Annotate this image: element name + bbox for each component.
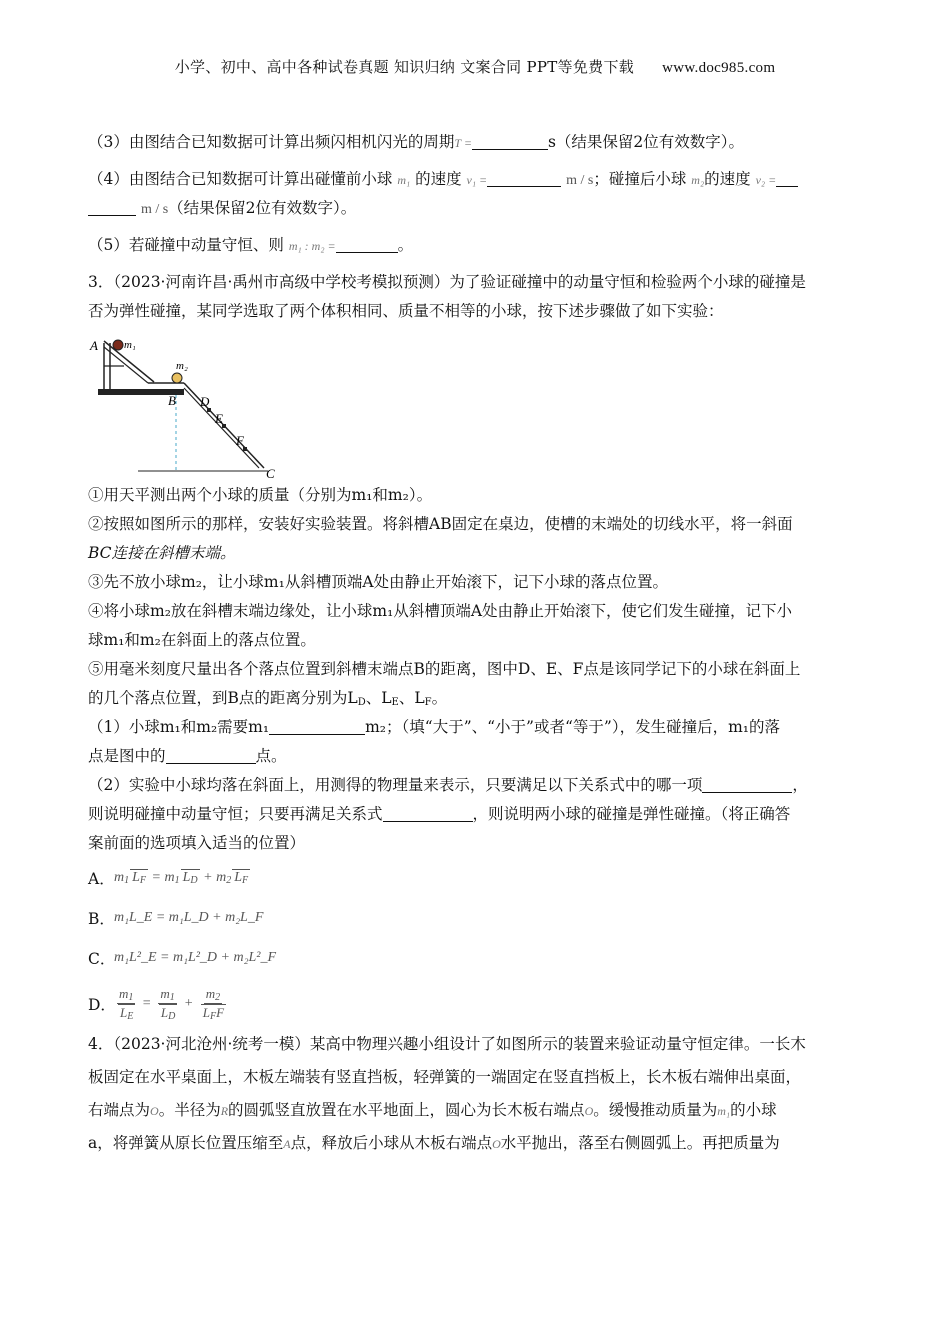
label-m2: m₂ xyxy=(176,360,188,372)
option-D-formula: $\frac{m_1}{L_E}$ = $\frac{m_1}{L_D}$ + $\frac{m_2}{L_FF}$ xyxy=(119,986,225,1022)
var-v1: v₁ = xyxy=(466,173,488,187)
var-m1: m₁ xyxy=(717,1104,731,1118)
answer-blank xyxy=(269,716,365,735)
q3-part2-line1 xyxy=(88,771,863,800)
label-F: F xyxy=(236,433,244,448)
var-v2: v₂ = xyxy=(755,173,777,187)
label-A: A xyxy=(90,338,98,353)
header-site: www.doc985.com xyxy=(662,60,776,76)
ball-m1 xyxy=(113,340,123,350)
page-header xyxy=(0,56,950,77)
q3-part2-text-c: 则说明碰撞中动量守恒；只要再满足关系式 xyxy=(88,805,383,823)
var-O: O xyxy=(584,1104,594,1118)
q3-stem-line2: 否为弹性碰撞，某同学选取了两个体积相同、质量不相等的小球，按下述步骤做了如下实验： xyxy=(88,302,724,320)
q2-part4-tail: （结果保留2位有效数字）。 xyxy=(168,199,357,217)
option-A-label: A． xyxy=(88,870,115,888)
q2-part4 xyxy=(88,165,863,194)
header-text: 小学、初中、高中各种试卷真题 知识归纳 文案合同 PPT等免费下载 xyxy=(174,58,635,76)
end: 。 xyxy=(431,689,448,707)
label-D: D xyxy=(200,394,210,409)
option-C-formula: m₁L²_E = m₁L²_D + m₂L²_F xyxy=(114,950,276,965)
q2-part5-tail: 。 xyxy=(397,236,414,254)
sep: 、L xyxy=(365,689,392,707)
q4-line3-text-e: 的小球 xyxy=(730,1101,777,1119)
var-R: R xyxy=(220,1104,229,1118)
q2-part4-text-b: 的速度 xyxy=(415,170,462,188)
incline-diagram xyxy=(88,326,288,481)
option-C xyxy=(88,938,863,978)
var-T: T = xyxy=(454,136,472,150)
option-B-label: B． xyxy=(88,910,115,928)
answer-blank xyxy=(88,197,136,216)
option-B xyxy=(88,898,863,938)
var-m1: m₁ xyxy=(397,173,411,187)
q4-line1: 4．（2023·河北沧州·统考一模）某高中物理兴趣小组设计了如图所示的装置来验证动量守恒定律。一长木 xyxy=(88,1035,806,1053)
q3-step4-line2: 球m₁和m₂在斜面上的落点位置。 xyxy=(88,631,316,649)
q2-part4-text-d: 的速度 xyxy=(704,170,751,188)
label-m1: m₁ xyxy=(124,339,136,351)
q4-line3-text: 右端点为 xyxy=(88,1101,151,1119)
q4-line2: 板固定在水平桌面上，木板左端装有竖直挡板，轻弹簧的一端固定在竖直挡板上，长木板右端伸出桌面， xyxy=(88,1068,802,1086)
label-E: E xyxy=(215,411,223,426)
answer-blank xyxy=(336,234,398,253)
q2-part3-text: （3）由图结合已知数据可计算出频闪相机闪光的周期 xyxy=(88,133,455,151)
option-D-label: D． xyxy=(88,996,116,1014)
var-m2: m₂ xyxy=(691,173,705,187)
q2-part5 xyxy=(88,231,863,260)
var-ratio: m₁ : m₂ = xyxy=(288,239,336,253)
q3-figure xyxy=(88,326,863,481)
q3-step5-line1: ⑤用毫米刻度尺量出各个落点位置到斜槽末端点B的距离，图中D、E、F点是该同学记下的小球在斜面上 xyxy=(88,660,801,678)
sub-D: D xyxy=(357,697,366,708)
answer-blank xyxy=(776,168,798,187)
q2-part3 xyxy=(88,128,863,157)
answer-blank xyxy=(383,803,473,822)
q3-part2-line2 xyxy=(88,800,863,829)
option-D xyxy=(88,978,863,1030)
document-body xyxy=(88,128,863,1158)
q3-part2-text-d: ，则说明两小球的碰撞是弹性碰撞。（将正确答 xyxy=(472,805,791,823)
q2-part4-cont xyxy=(88,194,863,223)
q3-part1-line2 xyxy=(88,742,863,771)
unit-ms: m / s xyxy=(140,202,169,217)
q2-part5-text: （5）若碰撞中动量守恒、则 xyxy=(88,236,284,254)
answer-blank xyxy=(702,774,792,793)
q3-part1-line1 xyxy=(88,713,863,742)
q3-part2-line3: 案前面的选项填入适当的位置） xyxy=(88,834,306,852)
answer-blank xyxy=(487,168,561,187)
q4-line3-text-b: 。半径为 xyxy=(158,1101,221,1119)
q4-line3-text-c: 的圆弧竖直放置在水平地面上，圆心为长木板右端点 xyxy=(228,1101,585,1119)
q2-part3-tail: s（结果保留2位有效数字）。 xyxy=(547,133,745,151)
ball-m2 xyxy=(172,373,182,383)
q3-step5-line2 xyxy=(88,684,863,713)
q3-step5-line2-text: 的几个落点位置，到B点的距离分别为L xyxy=(88,689,358,707)
q4-line4-text-c: 水平抛出，落至右侧圆弧上。再把质量为 xyxy=(500,1134,780,1152)
q3-part1-text-b: m₂；（填“大于”、“小于”或者“等于”），发生碰撞后，m₁的落 xyxy=(365,718,780,736)
option-A-formula: $m_1$ $L_F = m_1$ $L_D + m_2$ $L_F$ xyxy=(114,870,249,886)
q3-step4-line1: ④将小球m₂放在斜槽末端边缘处，让小球m₁从斜槽顶端A处由静止开始滚下，使它们发生碰撞，记下小 xyxy=(88,602,793,620)
q2-part4-text: （4）由图结合已知数据可计算出碰懂前小球 xyxy=(88,170,393,188)
var-O: O xyxy=(150,1104,159,1118)
q3-step1: ①用天平测出两个小球的质量（分别为m₁和m₂）。 xyxy=(88,486,433,504)
q4-line4-text: a，将弹簧从原长位置压缩至 xyxy=(88,1134,284,1152)
q3-part2-text-b: ， xyxy=(792,776,808,794)
q3-step2-line2 xyxy=(88,539,863,568)
var-A: A xyxy=(283,1137,291,1151)
label-C: C xyxy=(266,466,275,481)
var-O: O xyxy=(492,1137,501,1151)
q3-stem-line1: 3．（2023·河南许昌·禹州市高级中学校考模拟预测）为了验证碰撞中的动量守恒和检验两个小球的碰撞是 xyxy=(88,273,806,291)
q4-line4 xyxy=(88,1129,863,1158)
sub-E: E xyxy=(391,697,399,708)
q3-step2-line1: ②按照如图所示的那样，安装好实验装置。将斜槽AB固定在桌边，使槽的末端处的切线水平，将一斜面 xyxy=(88,515,793,533)
option-A xyxy=(88,858,863,898)
answer-blank xyxy=(472,131,548,150)
q3-part2-text: （2）实验中小球均落在斜面上，用测得的物理量来表示，只要满足以下关系式中的哪一项 xyxy=(88,776,703,794)
option-B-formula: m₁L_E = m₁L_D + m₂L_F xyxy=(114,910,264,925)
sub-F: F xyxy=(424,697,432,708)
q4-line3-text-d: 。缓慢推动质量为 xyxy=(593,1101,718,1119)
sep: 、L xyxy=(398,689,425,707)
unit-ms: m / s xyxy=(566,173,594,188)
answer-blank xyxy=(166,745,256,764)
q3-part1-text-c: 点是图中的 xyxy=(88,747,166,765)
incline-bottom xyxy=(184,388,259,468)
q3-part1-text-d: 点。 xyxy=(255,747,287,765)
label-B: B xyxy=(168,393,176,408)
q3-part1-text: （1）小球m₁和m₂需要m₁ xyxy=(88,718,270,736)
q4-line3 xyxy=(88,1096,863,1125)
q3-step2-line2-text: BC连接在斜槽末端。 xyxy=(88,544,236,562)
q4-line4-text-b: 点，释放后小球从木板右端点 xyxy=(290,1134,493,1152)
option-C-label: C． xyxy=(88,950,116,968)
q3-step3: ③先不放小球m₂，让小球m₁从斜槽顶端A处由静止开始滚下，记下小球的落点位置。 xyxy=(88,573,669,591)
q2-part4-text-c: ；碰撞后小球 xyxy=(593,170,687,188)
